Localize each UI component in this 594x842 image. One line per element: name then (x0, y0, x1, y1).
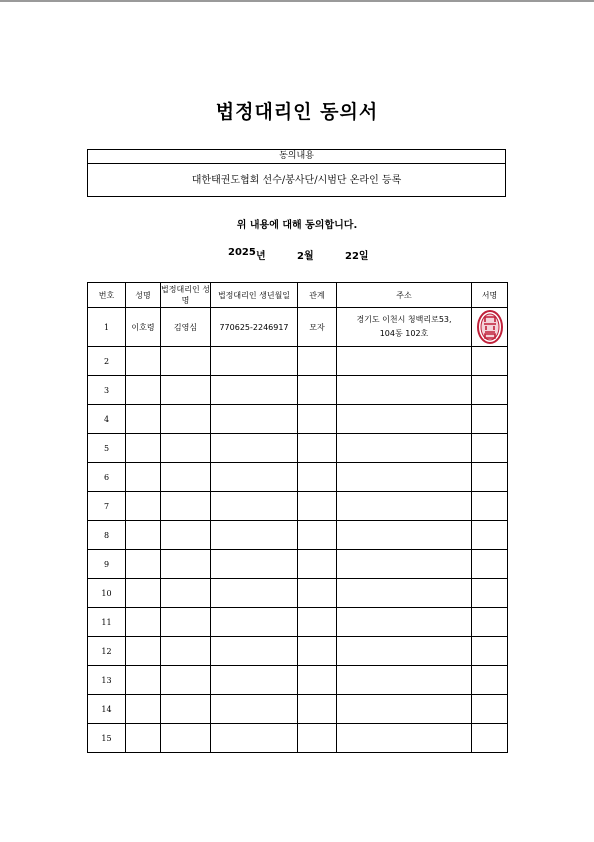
address-cell (337, 550, 472, 579)
participant-name (126, 579, 161, 608)
consent-box (87, 149, 506, 197)
table-row (88, 405, 508, 434)
row-number: 12 (88, 637, 126, 666)
address-cell (337, 492, 472, 521)
participant-name (126, 550, 161, 579)
guardian-name (161, 579, 211, 608)
signature-cell (472, 695, 508, 724)
signature-cell (472, 376, 508, 405)
participant-name (126, 492, 161, 521)
address-cell (337, 637, 472, 666)
consent-header: 동의내용 (88, 150, 505, 164)
guardian-name: 김영심 (161, 308, 211, 347)
signature-cell (472, 434, 508, 463)
guardian-birthdate: 770625-2246917 (211, 308, 298, 347)
guardian-table (87, 282, 508, 753)
guardian-birthdate (211, 405, 298, 434)
row-number: 2 (88, 347, 126, 376)
row-number: 7 (88, 492, 126, 521)
table-row (88, 308, 508, 347)
table-row (88, 695, 508, 724)
address-cell (337, 347, 472, 376)
participant-name (126, 347, 161, 376)
header-guardian-name: 법정대리인 성명 (161, 283, 211, 308)
address-cell (337, 521, 472, 550)
address-cell (337, 666, 472, 695)
guardian-birthdate (211, 637, 298, 666)
guardian-name (161, 724, 211, 753)
guardian-birthdate (211, 492, 298, 521)
table-row (88, 492, 508, 521)
header-signature: 서명 (472, 283, 508, 308)
address-cell (337, 434, 472, 463)
participant-name (126, 695, 161, 724)
row-number: 9 (88, 550, 126, 579)
signature-cell (472, 521, 508, 550)
address-line-2: 104동 102호 (379, 329, 429, 338)
table-row (88, 347, 508, 376)
guardian-name (161, 608, 211, 637)
signature-cell (472, 637, 508, 666)
date-year: 2025 (228, 247, 256, 258)
row-number: 4 (88, 405, 126, 434)
top-border-line (0, 0, 594, 2)
relation: 모자 (298, 308, 337, 347)
relation (298, 434, 337, 463)
guardian-name (161, 666, 211, 695)
address-cell (337, 608, 472, 637)
row-number: 10 (88, 579, 126, 608)
row-number: 3 (88, 376, 126, 405)
relation (298, 666, 337, 695)
header-no: 번호 (88, 283, 126, 308)
signature-cell (472, 308, 508, 347)
table-row (88, 666, 508, 695)
signature-cell (472, 724, 508, 753)
participant-name: 이호령 (126, 308, 161, 347)
guardian-birthdate (211, 521, 298, 550)
guardian-name (161, 434, 211, 463)
table-row (88, 463, 508, 492)
date-month: 2월 (297, 251, 314, 262)
signature-cell (472, 666, 508, 695)
header-address: 주소 (337, 283, 472, 308)
table-header-row (88, 283, 508, 308)
participant-name (126, 521, 161, 550)
address-cell (337, 695, 472, 724)
table-row (88, 521, 508, 550)
address-cell (337, 405, 472, 434)
address-cell (337, 376, 472, 405)
guardian-birthdate (211, 550, 298, 579)
relation (298, 695, 337, 724)
guardian-birthdate (211, 579, 298, 608)
table-row (88, 724, 508, 753)
signature-cell (472, 347, 508, 376)
red-seal-stamp (476, 309, 504, 345)
relation (298, 463, 337, 492)
row-number: 14 (88, 695, 126, 724)
date-year-unit: 년 (256, 251, 266, 262)
signature-cell (472, 550, 508, 579)
guardian-name (161, 695, 211, 724)
row-number: 11 (88, 608, 126, 637)
signature-cell (472, 405, 508, 434)
guardian-name (161, 521, 211, 550)
date-day: 22일 (345, 251, 369, 262)
document-title: 법정대리인 동의서 (215, 101, 379, 123)
participant-name (126, 376, 161, 405)
guardian-birthdate (211, 347, 298, 376)
guardian-birthdate (211, 724, 298, 753)
row-number: 1 (88, 308, 126, 347)
signature-cell (472, 579, 508, 608)
relation (298, 724, 337, 753)
row-number: 5 (88, 434, 126, 463)
table-row (88, 550, 508, 579)
guardian-name (161, 637, 211, 666)
agreement-statement: 위 내용에 대해 동의합니다. (236, 220, 358, 231)
participant-name (126, 666, 161, 695)
relation (298, 608, 337, 637)
address-cell (337, 579, 472, 608)
signature-cell (472, 608, 508, 637)
table-row (88, 434, 508, 463)
participant-name (126, 637, 161, 666)
guardian-name (161, 550, 211, 579)
address-line-1: 경기도 이천시 청백리로53, (356, 315, 452, 324)
consent-content: 대한태권도협회 선수/봉사단/시범단 온라인 등록 (191, 175, 402, 186)
relation (298, 521, 337, 550)
guardian-birthdate (211, 695, 298, 724)
guardian-name (161, 492, 211, 521)
guardian-name (161, 376, 211, 405)
participant-name (126, 724, 161, 753)
participant-name (126, 434, 161, 463)
header-guardian-birth: 법정대리인 생년월일 (211, 283, 298, 308)
guardian-name (161, 347, 211, 376)
header-relation: 관계 (298, 283, 337, 308)
relation (298, 376, 337, 405)
guardian-birthdate (211, 608, 298, 637)
guardian-birthdate (211, 463, 298, 492)
address-cell (337, 724, 472, 753)
guardian-name (161, 405, 211, 434)
table-row (88, 579, 508, 608)
guardian-birthdate (211, 666, 298, 695)
table-row (88, 608, 508, 637)
guardian-birthdate (211, 434, 298, 463)
row-number: 8 (88, 521, 126, 550)
address-cell (337, 463, 472, 492)
participant-name (126, 608, 161, 637)
row-number: 15 (88, 724, 126, 753)
relation (298, 405, 337, 434)
relation (298, 492, 337, 521)
relation (298, 347, 337, 376)
signature-cell (472, 463, 508, 492)
participant-name (126, 405, 161, 434)
guardian-name (161, 463, 211, 492)
row-number: 6 (88, 463, 126, 492)
row-number: 13 (88, 666, 126, 695)
address-cell (337, 308, 472, 347)
relation (298, 550, 337, 579)
signature-cell (472, 492, 508, 521)
table-row (88, 376, 508, 405)
participant-name (126, 463, 161, 492)
relation (298, 579, 337, 608)
table-row (88, 637, 508, 666)
header-name: 성명 (126, 283, 161, 308)
guardian-birthdate (211, 376, 298, 405)
relation (298, 637, 337, 666)
